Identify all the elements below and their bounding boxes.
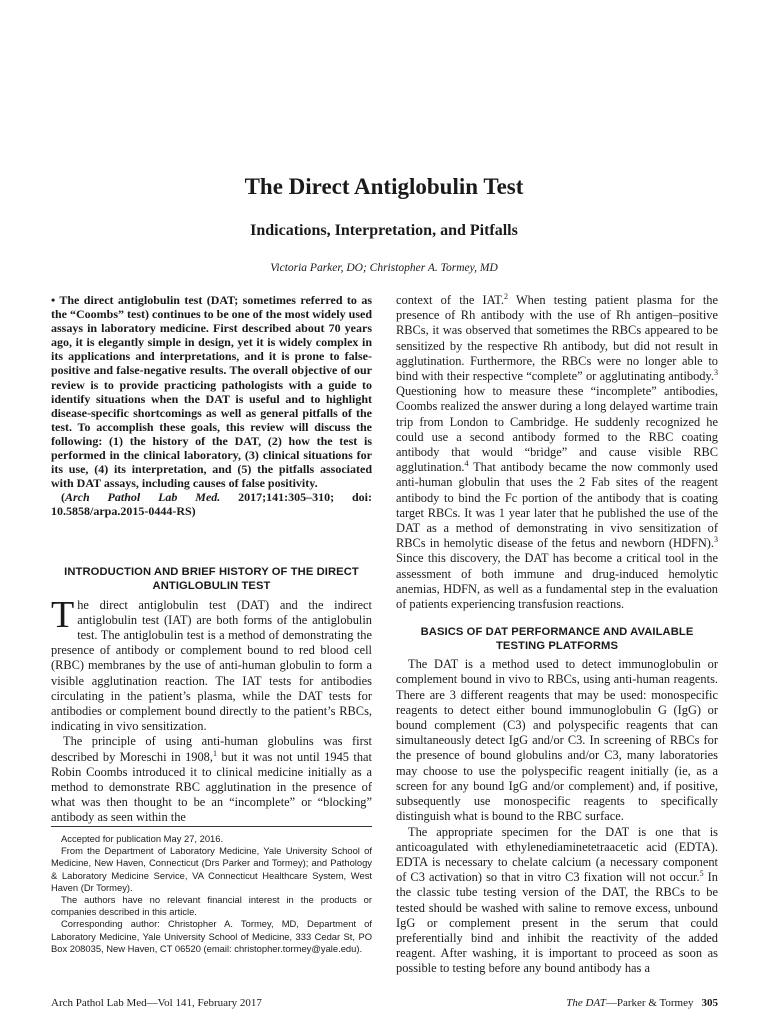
author-line: Victoria Parker, DO; Christopher A. Tormey, MD (270, 262, 498, 274)
basics-paragraph-1: The DAT is a method used to detect immunoglobulin or complement bound in vivo to RBCs, using anti-human reagents. There are 3 different reagents that may be used: monospecific reagents to detect either bound immunoglobulin G (IgG) or bound complement (C3) and polyspecific reagents that can simultaneously detect IgG and/or C3. In screening of RBCs for the presence of bound globulins and/or C3, many laboratories may choose to use the polyspecific reagent initially (ie, as a screen for any bound IgG and/or complement) and, if positive, subsequently use monospecific reagents to specifically distinguish what is bound to the RBC surface. (396, 657, 718, 824)
page-number: 305 (701, 997, 718, 1009)
intro-p2-text-a: The principle of using anti-human globulins was first described by Moreschi in 1908, (51, 734, 372, 764)
history-text-d: That antibody became the now commonly used anti-human globulin that uses the 2 Fab sites of the reagent antibody to bind the Fc portion of the antibody that is coating target RBCs. It was 1 year later that he published the use of the DAT as a method of demonstrating in vivo sensitization of RBCs in hemolytic disease of the fetus and newborn (HDFN). (396, 460, 718, 551)
history-paragraph (396, 293, 718, 612)
history-text-b: When testing patient plasma for the presence of Rh antibody with the use of Rh antigen–positive RBCs, it was observed that sometimes the RBCs appeared to be sensitized by the respective Rh antibody, but did not result in agglutination. Furthermore, the RBCs were no longer able to bind with their respective “complete” or agglutinating antibody. (396, 293, 718, 384)
article-title: The Direct Antiglobulin Test (244, 174, 524, 199)
footnote-accepted: Accepted for publication May 27, 2016. (61, 833, 224, 844)
reference-marker: 2 (503, 291, 508, 301)
left-column (51, 293, 372, 826)
drop-cap: T (51, 593, 75, 636)
reference-marker: 3 (714, 535, 718, 545)
abstract-text: • The direct antiglobulin test (DAT; sometimes referred to as the “Coombs” test) continues to be one of the most widely used assays in laboratory medicine. First described about 70 years ago, it is elegantly simple in design, yet it is widely complex in its applications and interpretations, and it is prone to false-positive and false-negative results. The overall objective of our review is to provide practicing pathologists with a guide to identify situations when the DAT is useful and to highlight disease-specific shortcomings as well as general pitfalls of the test. To accomplish these goals, this review will discuss the following: (1) the history of the DAT, (2) how the test is performed in the clinical laboratory, (3) clinical situations for its use, (4) its interpretation, and (5) the pitfalls associated with DAT assays, including causes of false positivity. (51, 293, 372, 491)
footer-short-authors: —Parker & Tormey (605, 997, 694, 1009)
intro-paragraph-1-text: he direct antiglobulin test (DAT) and the indirect antiglobulin test (IAT) are both forms of the antiglobulin test. The antiglobulin test is a method of demonstrating the presence of antibody or complement bound to red blood cell (RBC) membranes by the use of anti-human globulin to form a visible agglutination reaction. The IAT tests for antibodies circulating in the patient’s plasma, while the DAT tests for antibodies or complement bound directly to the patient’s RBCs, indicating in vivo sensitization. (51, 597, 372, 734)
footer-short-title: The DAT (566, 997, 606, 1009)
basics-p2-text-b: In the classic tube testing version of the DAT, the RBCs to be tested should be washed with saline to remove excess, unbound IgG or complement present in the serum that could preferentially bind and inhibit the reactivity of the added reagent. After washing, it is important to proceed as soon as possible to testing before any bound antibody has a (396, 870, 719, 976)
intro-p2-text-b: but it was not until 1945 that Robin Coombs introduced it to clinical medicine initially as a method to demonstrate RBC agglutination in the presence of what was then thought to be an “incomplete” or “blocking” antibody as seen within the (51, 749, 372, 825)
footer-journal: Arch Pathol Lab Med—Vol 141, February 2017 (51, 997, 262, 1009)
reference-marker: 5 (699, 868, 704, 878)
right-column (396, 293, 718, 977)
intro-paragraph-1 (51, 593, 372, 735)
footnotes (51, 826, 372, 955)
page-footer (51, 997, 718, 1013)
footnote-disclosure: The authors have no relevant financial interest in the products or companies described in this article. (51, 894, 372, 918)
footer-running-head (566, 997, 718, 1009)
reference-marker: 4 (464, 459, 469, 469)
footnote-affiliation: From the Department of Laboratory Medicine, Yale University School of Medicine, New Haven, Connecticut (Drs Parker and Tormey); and Pathology & Laboratory Medicine Service, VA Connecticut Healthcare System, West Haven (Dr Tormey). (51, 845, 372, 893)
reference-marker: 1 (212, 748, 217, 758)
citation-details: 2017;141:305–310; doi: 10.5858/arpa.2015-0444-RS) (51, 490, 373, 519)
article-subtitle: Indications, Interpretation, and Pitfalls (250, 222, 518, 239)
basics-p2-text-a: The appropriate specimen for the DAT is one that is anticoagulated with ethylenediaminetetraacetic acid (EDTA). EDTA is necessary to chelate calcium (a necessary component of C3 activation) so that in vitro C3 fixation will not occur. (396, 824, 718, 885)
basics-paragraph-2 (396, 825, 718, 977)
abstract (51, 293, 372, 519)
citation: (Arch Pathol Lab Med. 2017;141:305–310; doi: 10.5858/arpa.2015-0444-RS) (51, 490, 373, 519)
history-text-c: Questioning how to measure these “incomplete” antibodies, Coombs realized the answer during a long delayed wartime train trip from London to Cambridge. He suddenly recognized he could use a second antibody formed to the RBC coating antibody that would “bridge” and cause visible RBC agglutination. (396, 384, 718, 475)
footnote-corresponding: Corresponding author: Christopher A. Tormey, MD, Department of Laboratory Medicine, Yale University School of Medicine, 333 Cedar St, PO Box 208035, New Haven, CT 06520 (email: christopher.tormey@yale.edu). (51, 918, 372, 954)
intro-paragraph-2 (51, 734, 372, 825)
history-text-a: context of the IAT. (396, 293, 504, 307)
section-heading-basics: BASICS OF DAT PERFORMANCE AND AVAILABLE TESTING PLATFORMS (420, 626, 694, 653)
reference-marker: 3 (714, 367, 718, 377)
citation-journal: Arch Pathol Lab Med. (65, 490, 221, 505)
section-heading-introduction: INTRODUCTION AND BRIEF HISTORY OF THE DIRECT ANTIGLOBULIN TEST (64, 565, 359, 592)
history-text-e: Since this discovery, the DAT has become a critical tool in the assessment of both immune and drug-induced hemolytic anemias, HDFN, as well as a fundamental step in the evaluation of patients experiencing transfusion reactions. (396, 551, 718, 612)
